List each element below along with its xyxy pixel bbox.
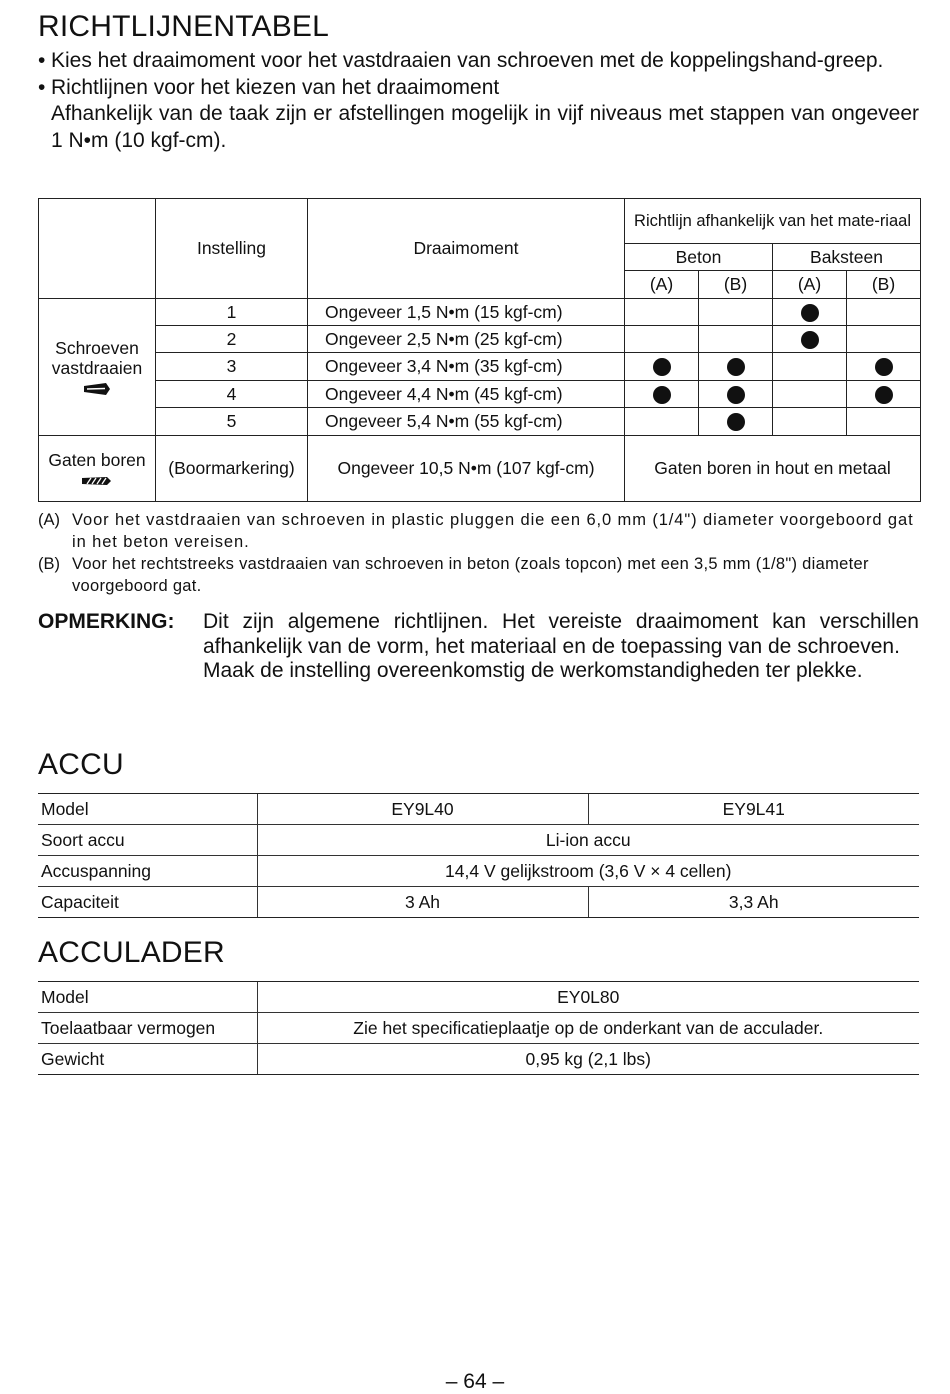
mark-cell (847, 381, 921, 408)
mark-cell (625, 299, 699, 326)
section-title-accu: ACCU (38, 748, 124, 781)
torque-cell: Ongeveer 5,4 N•m (55 kgf-cm) (308, 408, 625, 436)
spec-row (38, 825, 919, 856)
group-label-line2: vastdraaien (51, 358, 143, 378)
spec-label: Gewicht (38, 1044, 257, 1075)
mark-cell (773, 353, 847, 381)
opmerking-text (203, 610, 919, 684)
footnote-label: (A) (38, 511, 60, 529)
torque-guide-table (38, 198, 921, 502)
mark-cell (625, 326, 699, 353)
drill-bit-icon (82, 474, 112, 488)
spec-value: Li-ion accu (257, 825, 919, 856)
section-title-acculader: ACCULADER (38, 936, 225, 969)
spec-label: Toelaatbaar vermogen (38, 1013, 257, 1044)
table-corner-cell (39, 199, 156, 299)
mark-cell (699, 353, 773, 381)
group-schroeven-vastdraaien (39, 299, 156, 436)
table-row (39, 436, 921, 502)
table-row (39, 326, 921, 353)
recommended-dot (727, 413, 745, 431)
mark-cell (625, 408, 699, 436)
spec-row (38, 887, 919, 918)
spec-value: 3 Ah (257, 887, 588, 918)
mark-cell (847, 353, 921, 381)
spec-value: EY0L80 (257, 982, 919, 1013)
spec-label: Model (38, 794, 257, 825)
opmerking-paragraph: Maak de instelling overeenkomstig de werkomstandigheden ter plekke. (203, 659, 863, 682)
mark-cell (699, 408, 773, 436)
table-row (39, 353, 921, 381)
spec-row (38, 1044, 919, 1075)
drill-guide-cell: Gaten boren in hout en metaal (625, 436, 921, 502)
bullet-text (51, 75, 919, 155)
table-row (39, 381, 921, 408)
setting-cell: 1 (156, 299, 308, 326)
setting-cell: 3 (156, 353, 308, 381)
bullet-text: Kies het draaimoment voor het vastdraaien van schroeven met de koppelingshand-greep. (51, 49, 884, 72)
group-label-line1: Schroeven (55, 338, 139, 358)
mark-cell (847, 326, 921, 353)
mark-cell (773, 408, 847, 436)
mark-cell (773, 299, 847, 326)
bullet-body: Afhankelijk van de taak zijn er afstellingen mogelijk in vijf niveaus met stappen van ongeveer 1 N•m (10 kgf-cm). (51, 102, 919, 152)
mark-cell (847, 408, 921, 436)
spec-label: Model (38, 982, 257, 1013)
mark-cell (699, 381, 773, 408)
footnote-a (38, 509, 919, 553)
recommended-dot (801, 304, 819, 322)
spec-row (38, 856, 919, 887)
spec-row (38, 1013, 919, 1044)
torque-cell: Ongeveer 2,5 N•m (25 kgf-cm) (308, 326, 625, 353)
group-gaten-boren (39, 436, 156, 502)
intro-bullets (38, 48, 919, 154)
header-beton-a: (A) (625, 271, 699, 299)
header-instelling: Instelling (156, 199, 308, 299)
recommended-dot (653, 386, 671, 404)
bullet-dot: • (38, 75, 46, 99)
recommended-dot (801, 331, 819, 349)
screwdriver-bit-icon (83, 382, 111, 396)
recommended-dot (875, 386, 893, 404)
section-title-richtlijnentabel: RICHTLIJNENTABEL (38, 10, 330, 43)
torque-cell: Ongeveer 10,5 N•m (107 kgf-cm) (308, 436, 625, 502)
torque-cell: Ongeveer 4,4 N•m (45 kgf-cm) (308, 381, 625, 408)
recommended-dot (727, 386, 745, 404)
bullet-item (38, 75, 919, 155)
spec-row (38, 982, 919, 1013)
opmerking-note (38, 610, 919, 684)
header-draaimoment: Draaimoment (308, 199, 625, 299)
recommended-dot (875, 358, 893, 376)
spec-label: Soort accu (38, 825, 257, 856)
spec-label: Capaciteit (38, 887, 257, 918)
setting-cell: 4 (156, 381, 308, 408)
spec-row (38, 794, 919, 825)
spec-value: EY9L41 (588, 794, 919, 825)
recommended-dot (727, 358, 745, 376)
bullet-dot: • (38, 49, 46, 72)
mark-cell (773, 381, 847, 408)
footnote-text: Voor het rechtstreeks vastdraaien van schroeven in beton (zoals topcon) met een 3,5 mm (1/8") diameter voorgeboord gat. (72, 555, 869, 595)
accu-spec-table (38, 793, 919, 918)
bullet-item (38, 48, 919, 75)
table-row (39, 408, 921, 436)
mark-cell (773, 326, 847, 353)
spec-value: 3,3 Ah (588, 887, 919, 918)
setting-cell: (Boormarkering) (156, 436, 308, 502)
mark-cell (699, 299, 773, 326)
opmerking-label: OPMERKING: (38, 610, 175, 633)
spec-value: 0,95 kg (2,1 lbs) (257, 1044, 919, 1075)
spec-value: EY9L40 (257, 794, 588, 825)
footnote-b (38, 553, 919, 597)
acculader-spec-table (38, 981, 919, 1075)
footnote-label: (B) (38, 555, 60, 573)
header-baksteen: Baksteen (773, 244, 921, 271)
mark-cell (625, 353, 699, 381)
recommended-dot (653, 358, 671, 376)
spec-value: 14,4 V gelijkstroom (3,6 V × 4 cellen) (257, 856, 919, 887)
header-beton-b: (B) (699, 271, 773, 299)
footnote-text: Voor het vastdraaien van schroeven in plastic pluggen die een 6,0 mm (1/4") diameter voorgeboord gat in het beton vereisen. (72, 511, 914, 551)
opmerking-paragraph: Dit zijn algemene richtlijnen. Het vereiste draaimoment kan verschillen afhankelijk van de vorm, het materiaal en de toepassing van de schroeven. (203, 610, 919, 658)
header-baksteen-b: (B) (847, 271, 921, 299)
page-number: – 64 – (445, 1370, 505, 1393)
table-row (39, 299, 921, 326)
setting-cell: 2 (156, 326, 308, 353)
spec-value: Zie het specificatieplaatje op de onderkant van de acculader. (257, 1013, 919, 1044)
header-baksteen-a: (A) (773, 271, 847, 299)
bullet-heading: Richtlijnen voor het kiezen van het draaimoment (51, 75, 500, 99)
spec-label: Accuspanning (38, 856, 257, 887)
setting-cell: 5 (156, 408, 308, 436)
group-label: Gaten boren (48, 449, 146, 470)
header-richtlijn: Richtlijn afhankelijk van het mate-riaal (625, 199, 921, 244)
header-beton: Beton (625, 244, 773, 271)
mark-cell (847, 299, 921, 326)
mark-cell (625, 381, 699, 408)
torque-cell: Ongeveer 3,4 N•m (35 kgf-cm) (308, 353, 625, 381)
table-footnotes (38, 509, 919, 597)
torque-cell: Ongeveer 1,5 N•m (15 kgf-cm) (308, 299, 625, 326)
mark-cell (699, 326, 773, 353)
